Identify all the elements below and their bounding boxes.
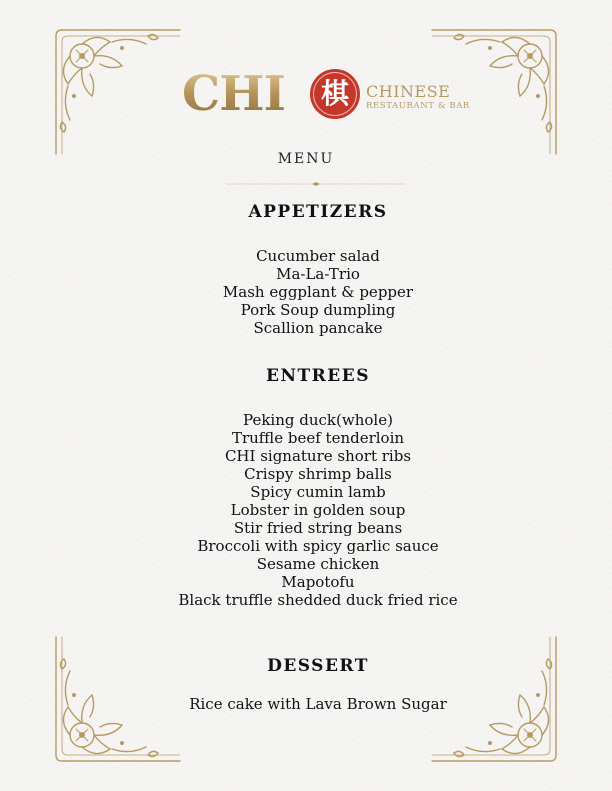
corner-ornament-top-left	[52, 26, 182, 156]
logo-subtitle: RESTAURANT & BAR	[366, 101, 470, 111]
menu-item: Cucumber salad	[256, 247, 380, 265]
menu-item: Peking duck(whole)	[243, 411, 393, 429]
menu-item: CHI signature short ribs	[224, 447, 412, 465]
menu-item: Black truffle shedded duck fried rice	[178, 591, 458, 609]
section-heading: APPETIZERS	[248, 202, 388, 222]
item-list	[0, 247, 612, 337]
section-dessert	[0, 656, 612, 713]
menu-item: Stir fried string beans	[233, 519, 403, 537]
section-appetizers	[0, 202, 612, 337]
item-list	[0, 411, 612, 609]
divider	[226, 181, 406, 187]
menu-item: Scallion pancake	[253, 319, 383, 337]
menu-title: MENU	[277, 151, 335, 167]
section-heading: DESSERT	[267, 656, 369, 676]
logo-name: CHINESE	[366, 82, 451, 101]
section-entrees	[0, 366, 612, 609]
menu-item: Lobster in golden soup	[230, 501, 406, 519]
item-list	[0, 695, 612, 713]
menu-item: Ma-La-Trio	[276, 265, 360, 283]
menu-item: Truffle beef tenderloin	[231, 429, 405, 447]
menu-item: Mash eggplant & pepper	[222, 283, 414, 301]
menu-item: Rice cake with Lava Brown Sugar	[189, 695, 447, 713]
menu-item: Sesame chicken	[256, 555, 380, 573]
logo-seal-icon: 棋	[310, 69, 360, 119]
menu-item: Pork Soup dumpling	[240, 301, 396, 319]
logo-wordmark: CHI	[182, 66, 286, 122]
menu-item: Broccoli with spicy garlic sauce	[197, 537, 439, 555]
section-heading: ENTREES	[266, 366, 370, 386]
restaurant-logo	[182, 66, 472, 122]
menu-item: Crispy shrimp balls	[244, 465, 392, 483]
flourish-icon	[52, 26, 182, 156]
menu-item: Mapotofu	[281, 573, 355, 591]
menu-item: Spicy cumin lamb	[250, 483, 386, 501]
